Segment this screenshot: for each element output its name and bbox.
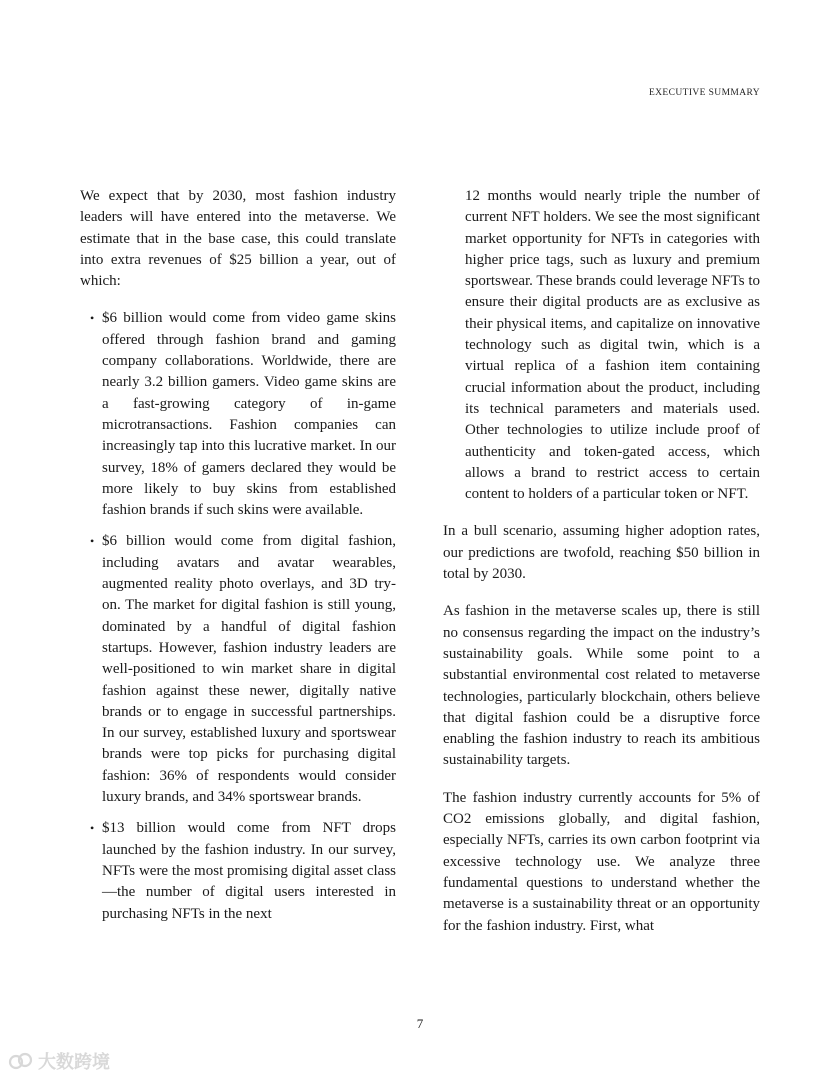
bullet-marker: • <box>90 534 95 549</box>
intro-paragraph: We expect that by 2030, most fashion industry leaders will have entered into the metaverse. We estimate that in the base case, this could translate into extra revenues of $25 billion a year, out of which: <box>80 188 396 290</box>
bullet-text: $6 billion would come from digital fashion, including avatars and avatar wearables, augmented reality photo overlays, and 3D try-on. The market for digital fashion is still young, dominated by a handful of digital fashion startups. However, fashion industry leaders are well-positioned to win market share in digital fashion against these newer, digitally native brands or to engage in successful partnerships. In our survey, established luxury and sportswear brands were top picks for purchasing digital fashion: 36% of respondents would consider luxury brands, and 34% sportswear brands. <box>102 533 396 806</box>
bull-scenario-paragraph: In a bull scenario, assuming higher adoption rates, our predictions are twofold, reaching $50 billion in total by 2030. <box>443 523 760 583</box>
watermark-text: 大数跨境 <box>38 1052 110 1073</box>
left-column <box>80 186 396 935</box>
sustainability-paragraph: As fashion in the metaverse scales up, there is still no consensus regarding the impact on the industry’s sustainability goals. While some point to a substantial environmental cost related to metaverse technologies, particularly blockchain, others believe that digital fashion could be a disruptive force enabling the fashion industry to reach its ambitious sustainability targets. <box>443 603 760 769</box>
bullet-item-nft-drops <box>80 818 396 924</box>
watermark-logo-icon <box>8 1051 34 1071</box>
bullet-item-digital-fashion <box>80 531 396 808</box>
bullet-text: $6 billion would come from video game skins offered through fashion brand and gaming company collaborations. Worldwide, there are nearly 3.2 billion gamers. Video game skins are a fast-growing category of in-game microtransactions. Fashion companies can increasingly tap into this lucrative market. In our survey, 18% of gamers declared they would be more likely to buy skins from established fashion brands if such skins were available. <box>102 310 396 519</box>
revenue-bullet-list <box>80 308 396 924</box>
watermark <box>8 1048 110 1074</box>
bullet-text: $13 billion would come from NFT drops launched by the fashion industry. In our survey, NFTs were the most promising digital asset class—the number of digital users interested in purchasing NFTs in the next <box>102 820 396 922</box>
running-header: EXECUTIVE SUMMARY <box>648 88 760 98</box>
bullet-marker: • <box>90 821 95 836</box>
page-number: 7 <box>416 1016 424 1031</box>
bullet-item-video-game-skins <box>80 308 396 521</box>
bullet-marker: • <box>90 311 95 326</box>
bullet-continuation-paragraph: 12 months would nearly triple the number of current NFT holders. We see the most significant market opportunity for NFTs in categories with higher price tags, such as luxury and premium sportswear. These brands could leverage NFTs to ensure their digital products are as exclusive as their physical items, and capitalize on innovative technology such as digital twin, which is a virtual replica of a fashion item containing crucial information about the product, including its technical parameters and materials used. Other technologies to utilize include proof of authenticity and token-gated access, which allows a brand to restrict access to certain content to holders of a particular token or NFT. <box>465 188 760 503</box>
right-column <box>443 186 760 937</box>
emissions-paragraph: The fashion industry currently accounts for 5% of CO2 emissions globally, and digital fashion, especially NFTs, carries its own carbon footprint via excessive technology use. We analyze three fundamental questions to understand whether the metaverse is a sustainability threat or an opportunity for the fashion industry. First, what <box>443 789 760 934</box>
